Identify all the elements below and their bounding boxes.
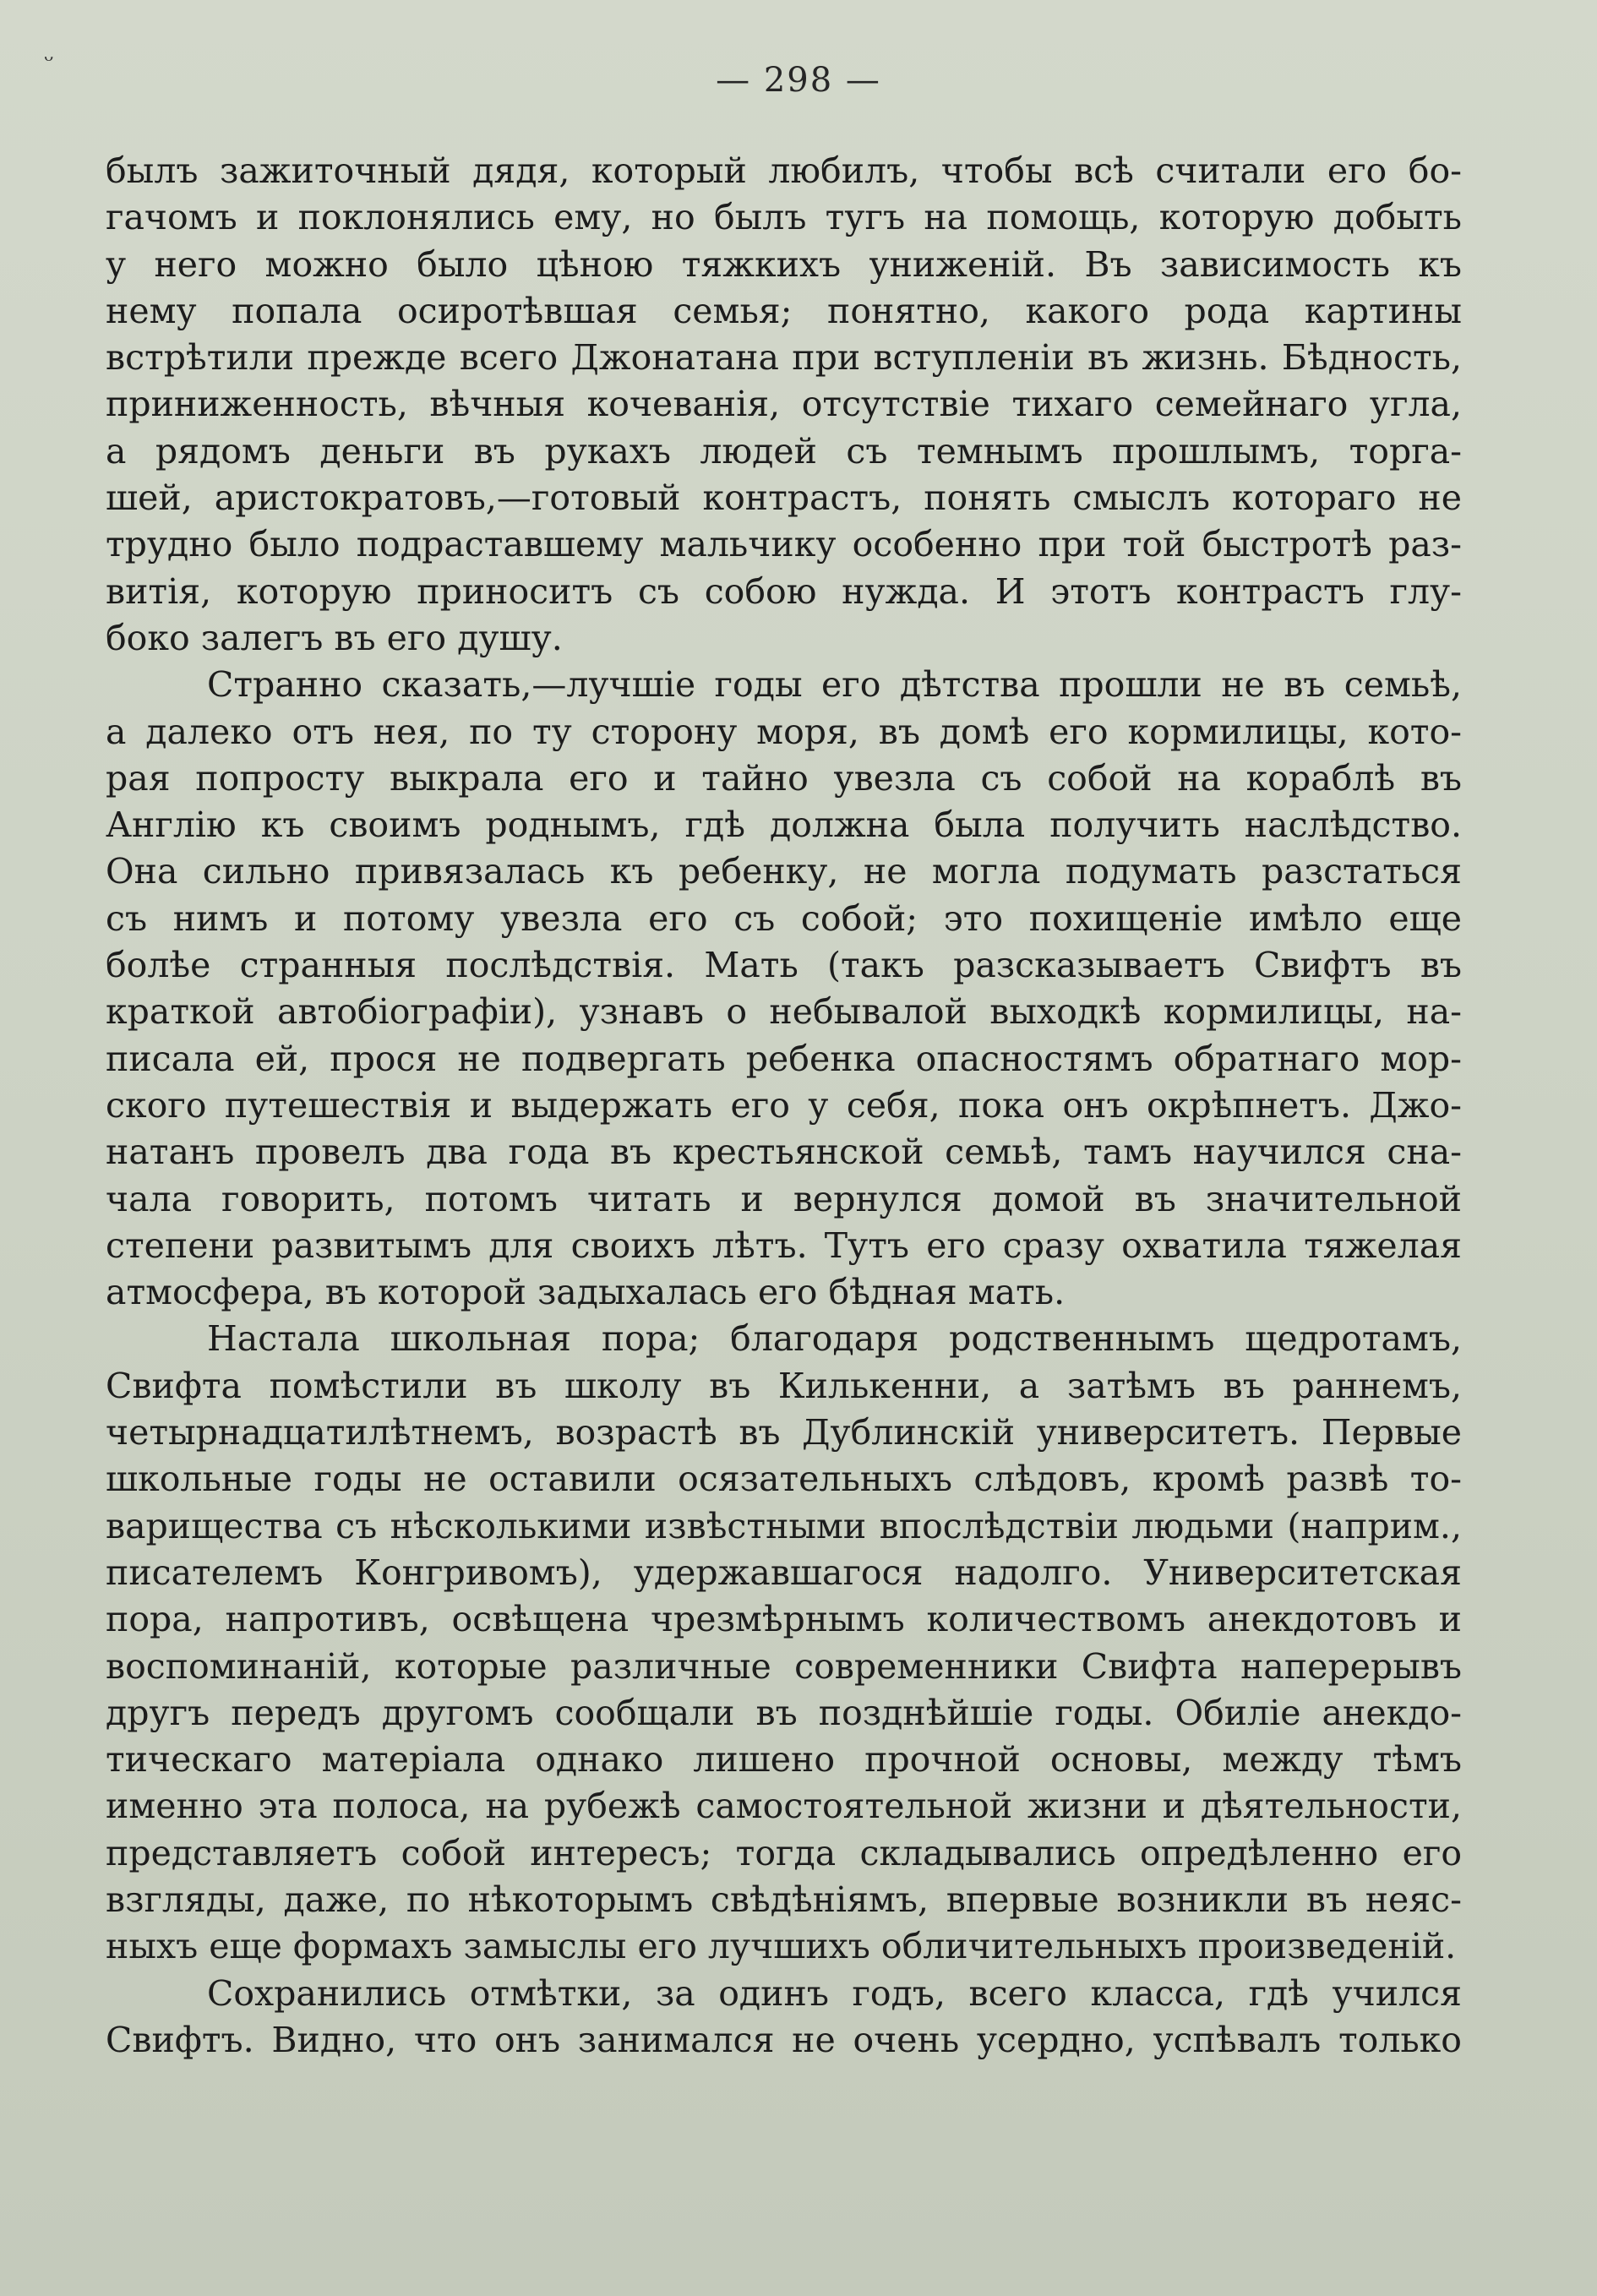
text-line: а далеко отъ нея, по ту сторону моря, въ домѣ его кормилицы, кото- [106, 711, 1462, 752]
text-line: представляетъ собой интересъ; тогда складывались опредѣленно его [106, 1832, 1462, 1873]
text-line: воспоминаній, которые различные современники Свифта наперерывъ [106, 1645, 1462, 1687]
text-line: съ нимъ и потому увезла его съ собой; это похищеніе имѣло еще [106, 897, 1462, 939]
text-line: болѣе странныя послѣдствія. Мать (такъ разсказываетъ Свифтъ въ [106, 945, 1462, 986]
text-line: встрѣтили прежде всего Джонатана при вступленіи въ жизнь. Бѣдность, [106, 337, 1462, 379]
text-line: школьные годы не оставили осязательныхъ слѣдовъ, кромѣ развѣ то- [106, 1459, 1462, 1500]
text-line: атмосфера, въ которой задыхалась его бѣдная мать. [106, 1272, 1066, 1313]
body-text [106, 148, 1462, 2064]
text-line: Свифтъ. Видно, что онъ занимался не очень усердно, успѣвалъ только [106, 2019, 1462, 2060]
text-line: Свифта помѣстили въ школу въ Килькенни, а затѣмъ въ раннемъ, [106, 1365, 1462, 1406]
text-line: Она сильно привязалась къ ребенку, не могла подумать разстаться [106, 851, 1462, 892]
text-line: степени развитымъ для своихъ лѣтъ. Тутъ его сразу охватила тяжелая [106, 1224, 1462, 1266]
text-line: витія, которую приноситъ съ собою нужда. И этотъ контрастъ глу- [106, 570, 1462, 612]
text-line: чала говорить, потомъ читать и вернулся домой въ значительной [106, 1178, 1462, 1219]
text-line: нему попала осиротѣвшая семья; понятно, какого рода картины [106, 290, 1462, 331]
text-line: приниженность, вѣчныя кочеванія, отсутствіе тихаго семейнаго угла, [106, 384, 1462, 425]
text-line: ского путешествія и выдержать его у себя, пока онъ окрѣпнетъ. Джо- [106, 1084, 1462, 1126]
text-line: краткой автобіографіи), узнавъ о небывалой выходкѣ кормилицы, на- [106, 991, 1462, 1033]
text-line: гачомъ и поклонялись ему, но былъ тугъ на помощь, которую добыть [106, 197, 1462, 238]
paragraph-start-line: Настала школьная пора; благодаря родственнымъ щедротамъ, [207, 1318, 1462, 1360]
text-line: варищества съ нѣсколькими извѣстными впослѣдствіи людьми (наприм., [106, 1505, 1462, 1546]
text-line: тическаго матеріала однако лишено прочной основы, между тѣмъ [106, 1739, 1462, 1781]
text-line: рая попросту выкрала его и тайно увезла съ собой на кораблѣ въ [106, 757, 1462, 799]
paragraph-start-line: Странно сказать,—лучшіе годы его дѣтства прошли не въ семьѣ, [207, 664, 1462, 706]
corner-mark: ᵕ [44, 46, 54, 76]
text-line: четырнадцатилѣтнемъ, возрастѣ въ Дублинскій университетъ. Первые [106, 1412, 1462, 1453]
text-line: натанъ провелъ два года въ крестьянской семьѣ, тамъ научился сна- [106, 1132, 1462, 1173]
text-line: другъ передъ другомъ сообщали въ позднѣйшіе годы. Обиліе анекдо- [106, 1692, 1462, 1733]
paragraph-start-line: Сохранились отмѣтки, за одинъ годъ, всего класса, гдѣ учился [207, 1972, 1462, 2014]
text-line: боко залегъ въ его душу. [106, 617, 563, 658]
text-line: писателемъ Конгривомъ), удержавшагося надолго. Университетская [106, 1552, 1462, 1593]
text-line: ныхъ еще формахъ замыслы его лучшихъ обличительныхъ произведеній. [106, 1926, 1457, 1967]
text-line: взгляды, даже, по нѣкоторымъ свѣдѣніямъ, впервые возникли въ неяс- [106, 1879, 1462, 1920]
text-line: а рядомъ деньги въ рукахъ людей съ темнымъ прошлымъ, торга- [106, 430, 1462, 472]
text-line: былъ зажиточный дядя, который любилъ, чтобы всѣ считали его бо- [106, 150, 1462, 191]
text-line: Англію къ своимъ роднымъ, гдѣ должна была получить наслѣдство. [106, 804, 1462, 846]
text-line: у него можно было цѣною тяжкихъ униженій. Въ зависимость къ [106, 243, 1462, 285]
text-line: шей, аристократовъ,—готовый контрастъ, понять смыслъ котораго не [106, 477, 1462, 519]
page-number: — 298 — [716, 61, 881, 100]
text-line: пора, напротивъ, освѣщена чрезмѣрнымъ количествомъ анекдотовъ и [106, 1599, 1462, 1640]
text-line: трудно было подраставшему мальчику особенно при той быстротѣ раз- [106, 524, 1462, 565]
text-line: именно эта полоса, на рубежѣ самостоятельной жизни и дѣятельности, [106, 1786, 1462, 1827]
text-line: писала ей, прося не подвергать ребенка опасностямъ обратнаго мор- [106, 1038, 1462, 1079]
